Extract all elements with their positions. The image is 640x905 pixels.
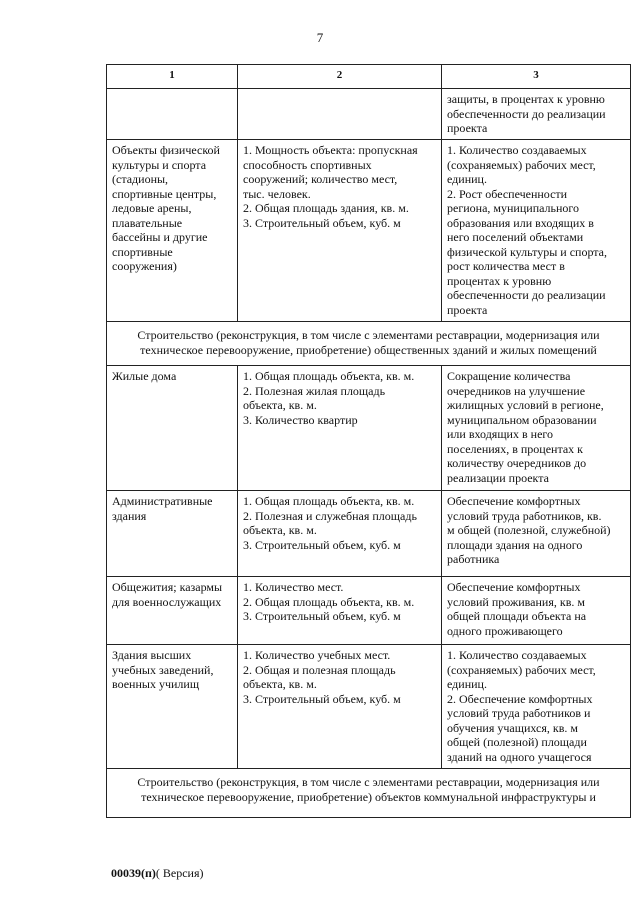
capacity-indicator-cell: 1. Общая площадь объекта, кв. м. 2. Полезная и служебная площадь объекта, кв. м. 3. Строительный объем, куб. м <box>238 491 442 577</box>
object-type-cell: Административные здания <box>107 491 238 577</box>
object-type-cell: Объекты физической культуры и спорта (стадионы, спортивные центры, ледовые арены, плавательные бассейны и другие спортивные сооружения) <box>107 140 238 322</box>
table-header-row <box>107 65 631 89</box>
capacity-indicator-cell: 1. Общая площадь объекта, кв. м. 2. Полезная жилая площадь объекта, кв. м. 3. Количество квартир <box>238 366 442 491</box>
efficiency-indicator-cell: 1. Количество создаваемых (сохраняемых) рабочих мест, единиц. 2. Рост обеспеченности региона, муниципального образования или входящих в него поселений объектами физической культуры и спорта, рост количества мест в процентах к уровню обеспеченности до реализации проекта <box>442 140 631 322</box>
capacity-indicator-cell <box>238 89 442 140</box>
page-number: 7 <box>316 30 324 45</box>
capacity-indicator-cell: 1. Мощность объекта: пропускная способность спортивных сооружений; количество мест, тыс. человек. 2. Общая площадь здания, кв. м. 3. Строительный объем, куб. м <box>238 140 442 322</box>
table-row <box>107 140 631 322</box>
document-footer <box>111 866 204 881</box>
section-heading: Строительство (реконструкция, в том числе с элементами реставрации, модернизация или техническое перевооружение, приобретение) объектов коммунальной инфраструктуры и <box>107 769 631 818</box>
table-row <box>107 366 631 491</box>
section-row <box>107 769 631 818</box>
efficiency-indicator-cell: Обеспечение комфортных условий проживания, кв. м общей площади объекта на одного проживающего <box>442 577 631 645</box>
object-type-cell: Общежития; казармы для военнослужащих <box>107 577 238 645</box>
column-header-1: 1 <box>107 65 238 89</box>
document-version: ( Версия) <box>155 866 204 880</box>
column-header-2: 2 <box>238 65 442 89</box>
section-row <box>107 322 631 366</box>
efficiency-indicator-cell: Обеспечение комфортных условий труда работников, кв. м общей (полезной, служебной) площади здания на одного работника <box>442 491 631 577</box>
table-row <box>107 89 631 140</box>
column-header-3: 3 <box>442 65 631 89</box>
table-row <box>107 577 631 645</box>
efficiency-indicator-cell: защиты, в процентах к уровню обеспеченности до реализации проекта <box>442 89 631 140</box>
capacity-indicator-cell: 1. Количество мест. 2. Общая площадь объекта, кв. м. 3. Строительный объем, куб. м <box>238 577 442 645</box>
section-heading: Строительство (реконструкция, в том числе с элементами реставрации, модернизация или техническое перевооружение, приобретение) общественных зданий и жилых помещений <box>107 322 631 366</box>
efficiency-indicator-cell: Сокращение количества очередников на улучшение жилищных условий в регионе, муниципальном образовании или входящих в него поселениях, в процентах к количеству очередников до реализации проекта <box>442 366 631 491</box>
object-type-cell: Здания высших учебных заведений, военных училищ <box>107 645 238 769</box>
indicators-table <box>106 64 631 818</box>
object-type-cell: Жилые дома <box>107 366 238 491</box>
table-row <box>107 491 631 577</box>
table-row <box>107 645 631 769</box>
capacity-indicator-cell: 1. Количество учебных мест. 2. Общая и полезная площадь объекта, кв. м. 3. Строительный объем, куб. м <box>238 645 442 769</box>
efficiency-indicator-cell: 1. Количество создаваемых (сохраняемых) рабочих мест, единиц. 2. Обеспечение комфортных условий труда работников и обучения учащихся, кв. м общей (полезной) площади зданий на одного учащегося <box>442 645 631 769</box>
document-code: 00039(п) <box>111 866 156 880</box>
object-type-cell <box>107 89 238 140</box>
